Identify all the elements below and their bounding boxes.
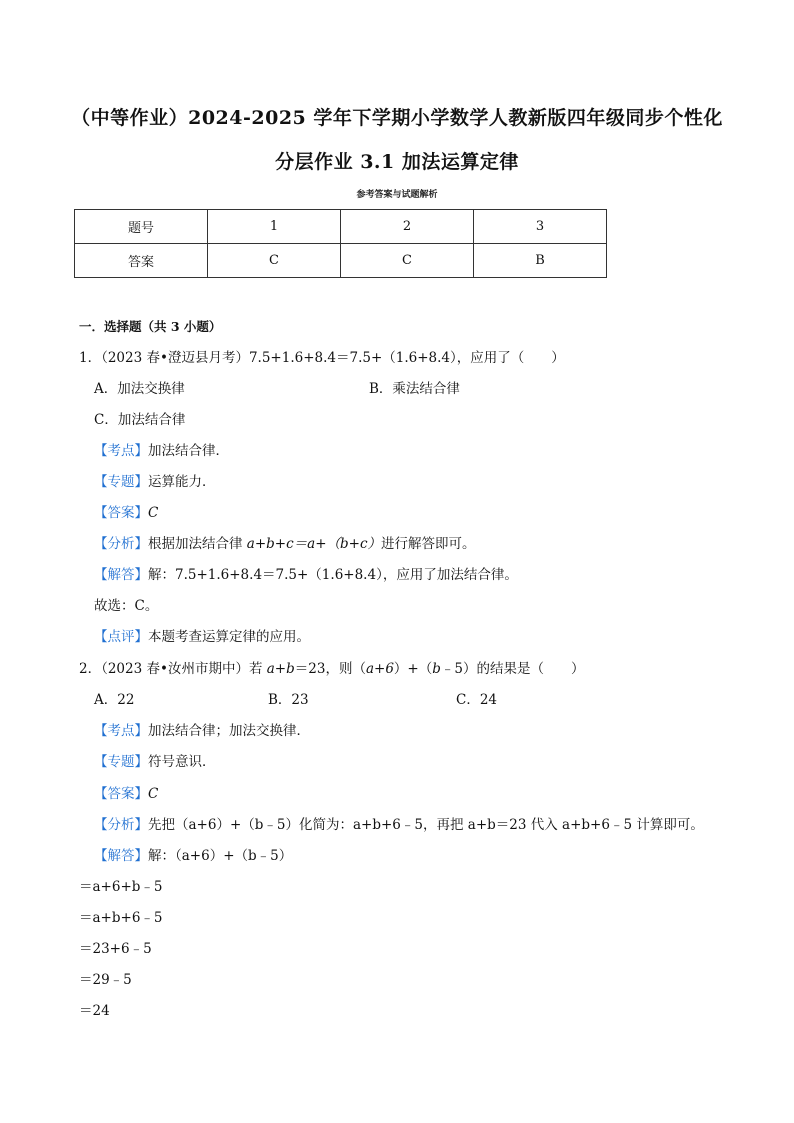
q2-stem — [79, 660, 584, 678]
jieda-tag: 【解答】 — [94, 848, 148, 864]
q1-guxuan: 故选：C。 — [94, 598, 159, 614]
table-row — [75, 244, 607, 278]
q2-step-2: ＝a+b+6﹣5 — [79, 910, 163, 926]
q2-jieda — [94, 847, 292, 865]
answer-table — [74, 209, 607, 278]
dianping-text: 本题考查运算定律的应用。 — [148, 629, 310, 645]
daan-tag: 【答案】 — [94, 505, 148, 521]
q2-stem-mid2: ）+（ — [393, 661, 433, 677]
subtitle: 参考答案与试题解析 — [356, 190, 438, 200]
table-row — [75, 210, 607, 244]
q1-daan — [94, 504, 158, 522]
fenxi-text: 先把（a+6）+（b﹣5）化简为：a+b+6﹣5，再把 a+b＝23 代入 a+b+6﹣5 计算即可。 — [148, 817, 704, 833]
kaodian-text: 加法结合律；加法交换律． — [148, 723, 310, 739]
q1-zhuanti — [94, 473, 216, 491]
section-heading: 一．选择题（共 3 小题） — [79, 319, 222, 334]
q2-stem-f2: a+6 — [365, 661, 394, 677]
q2-option-b: B．23 — [268, 692, 309, 708]
fenxi-tag: 【分析】 — [94, 536, 148, 552]
table-cell: 2 — [341, 210, 474, 244]
q1-option-c: C．加法结合律 — [94, 412, 186, 428]
jieda-text: 解：7.5+1.6+8.4＝7.5+（1.6+8.4），应用了加法结合律。 — [148, 567, 518, 583]
kaodian-tag: 【考点】 — [94, 443, 148, 459]
fenxi-pre: 根据加法结合律 — [148, 536, 247, 552]
q2-step-5: ＝24 — [79, 1003, 110, 1019]
q2-kaodian — [94, 722, 310, 740]
kaodian-text: 加法结合律． — [148, 443, 229, 459]
daan-text: C — [148, 786, 159, 802]
zhuanti-tag: 【专题】 — [94, 754, 148, 770]
q1-kaodian — [94, 442, 229, 460]
q1-stem: 1．（2023 春•澄迈县月考）7.5+1.6+8.4＝7.5+（1.6+8.4），应用了（ ） — [79, 350, 565, 366]
q2-zhuanti — [94, 753, 216, 771]
title-line-1: （中等作业）2024-2025 学年下学期小学数学人教新版四年级同步个性化 — [71, 107, 723, 129]
kaodian-tag: 【考点】 — [94, 723, 148, 739]
q2-step-4: ＝29﹣5 — [79, 972, 132, 988]
q1-fenxi — [94, 535, 476, 553]
title-line-2: 分层作业 3.1 加法运算定律 — [275, 151, 519, 173]
q2-fenxi — [94, 816, 704, 834]
q2-stem-pre: 2．（2023 春•汝州市期中）若 — [79, 661, 267, 677]
daan-tag: 【答案】 — [94, 786, 148, 802]
table-cell: 3 — [474, 210, 607, 244]
zhuanti-text: 符号意识． — [148, 754, 216, 770]
q2-step-3: ＝23+6﹣5 — [79, 941, 152, 957]
fenxi-post: 进行解答即可。 — [381, 536, 476, 552]
table-cell: 1 — [208, 210, 341, 244]
q2-stem-f3: b — [432, 661, 441, 677]
daan-text: C — [148, 505, 159, 521]
q2-option-a: A．22 — [94, 692, 135, 708]
table-cell: C — [341, 244, 474, 278]
jieda-text: 解：（a+6）+（b﹣5） — [148, 848, 293, 864]
q1-option-b: B．乘法结合律 — [369, 381, 460, 397]
q2-option-c: C．24 — [456, 692, 498, 708]
fenxi-tag: 【分析】 — [94, 817, 148, 833]
q1-jieda — [94, 566, 518, 584]
fenxi-formula: a+b+c＝a+（b+c） — [246, 536, 382, 552]
q1-dianping — [94, 628, 310, 646]
q2-stem-post: ﹣5）的结果是（ ） — [440, 661, 585, 677]
jieda-tag: 【解答】 — [94, 567, 148, 583]
q2-daan — [94, 785, 158, 803]
table-answer-label: 答案 — [75, 244, 208, 278]
q2-step-1: ＝a+6+b﹣5 — [79, 879, 163, 895]
q2-stem-f1: a+b — [266, 661, 295, 677]
table-cell: B — [474, 244, 607, 278]
q2-stem-mid: ＝23，则（ — [294, 661, 366, 677]
q1-option-a: A．加法交换律 — [94, 381, 185, 397]
table-header-label: 题号 — [75, 210, 208, 244]
table-cell: C — [208, 244, 341, 278]
zhuanti-tag: 【专题】 — [94, 474, 148, 490]
zhuanti-text: 运算能力． — [148, 474, 216, 490]
dianping-tag: 【点评】 — [94, 629, 148, 645]
